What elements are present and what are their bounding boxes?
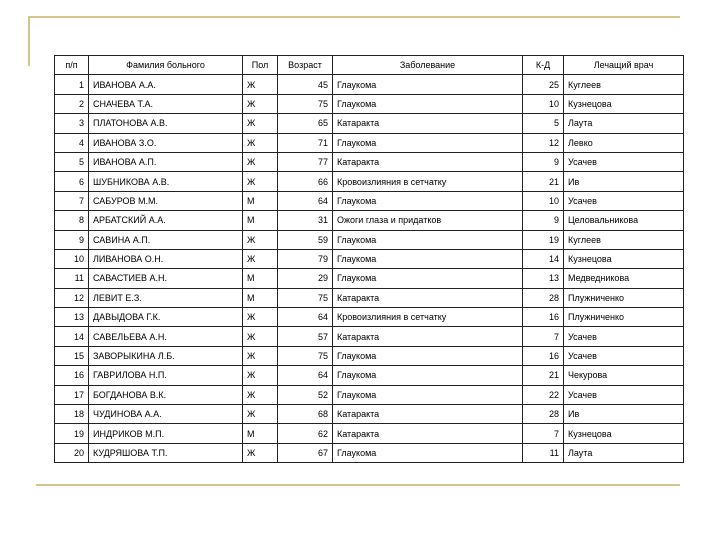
table-row — [55, 366, 684, 385]
cell-patient-name: ИВАНОВА А.П. — [89, 152, 243, 171]
cell-doctor: Кузнецова — [564, 94, 684, 113]
cell-age: 64 — [278, 308, 333, 327]
cell-bed-days: 19 — [523, 230, 564, 249]
cell-bed-days: 28 — [523, 288, 564, 307]
cell-patient-name: ИНДРИКОВ М.П. — [89, 424, 243, 443]
cell-patient-name: ЗАВОРЫКИНА Л.Б. — [89, 346, 243, 365]
cell-age: 29 — [278, 269, 333, 288]
cell-sex: Ж — [243, 75, 278, 94]
cell-number: 12 — [55, 288, 89, 307]
cell-number: 19 — [55, 424, 89, 443]
table-row — [55, 114, 684, 133]
header-number: п/п — [55, 56, 89, 75]
cell-patient-name: ЛИВАНОВА О.Н. — [89, 249, 243, 268]
cell-disease: Катаракта — [333, 424, 523, 443]
cell-number: 7 — [55, 191, 89, 210]
cell-bed-days: 10 — [523, 191, 564, 210]
cell-sex: Ж — [243, 152, 278, 171]
cell-disease: Катаракта — [333, 327, 523, 346]
cell-disease: Кровоизлияния в сетчатку — [333, 308, 523, 327]
cell-disease: Глаукома — [333, 346, 523, 365]
cell-age: 75 — [278, 346, 333, 365]
cell-bed-days: 28 — [523, 405, 564, 424]
cell-bed-days: 22 — [523, 385, 564, 404]
cell-age: 75 — [278, 288, 333, 307]
table-row — [55, 230, 684, 249]
table-row — [55, 211, 684, 230]
cell-age: 31 — [278, 211, 333, 230]
cell-sex: М — [243, 269, 278, 288]
table-header-row — [55, 56, 684, 75]
cell-bed-days: 21 — [523, 366, 564, 385]
cell-disease: Катаракта — [333, 114, 523, 133]
cell-age: 57 — [278, 327, 333, 346]
cell-patient-name: ШУБНИКОВА А.В. — [89, 172, 243, 191]
table-row — [55, 424, 684, 443]
cell-bed-days: 16 — [523, 346, 564, 365]
cell-number: 14 — [55, 327, 89, 346]
cell-bed-days: 11 — [523, 443, 564, 462]
cell-doctor: Чекурова — [564, 366, 684, 385]
patients-table — [54, 55, 684, 463]
table-row — [55, 269, 684, 288]
cell-doctor: Кузнецова — [564, 424, 684, 443]
cell-doctor: Лаута — [564, 114, 684, 133]
cell-patient-name: АРБАТСКИЙ А.А. — [89, 211, 243, 230]
cell-patient-name: ИВАНОВА А.А. — [89, 75, 243, 94]
cell-bed-days: 25 — [523, 75, 564, 94]
cell-disease: Катаракта — [333, 405, 523, 424]
cell-number: 8 — [55, 211, 89, 230]
table-row — [55, 288, 684, 307]
cell-patient-name: САБУРОВ М.М. — [89, 191, 243, 210]
cell-age: 62 — [278, 424, 333, 443]
cell-disease: Глаукома — [333, 230, 523, 249]
cell-age: 52 — [278, 385, 333, 404]
cell-sex: Ж — [243, 405, 278, 424]
cell-doctor: Ив — [564, 405, 684, 424]
cell-bed-days: 13 — [523, 269, 564, 288]
cell-doctor: Усачев — [564, 152, 684, 171]
cell-disease: Глаукома — [333, 75, 523, 94]
cell-age: 75 — [278, 94, 333, 113]
decor-line-left — [28, 16, 30, 66]
header-bed-days: К-Д — [523, 56, 564, 75]
cell-patient-name: КУДРЯШОВА Т.П. — [89, 443, 243, 462]
table-row — [55, 249, 684, 268]
cell-age: 64 — [278, 366, 333, 385]
cell-disease: Глаукома — [333, 94, 523, 113]
cell-age: 45 — [278, 75, 333, 94]
cell-disease: Глаукома — [333, 249, 523, 268]
cell-sex: Ж — [243, 114, 278, 133]
cell-number: 13 — [55, 308, 89, 327]
cell-sex: Ж — [243, 385, 278, 404]
cell-doctor: Усачев — [564, 346, 684, 365]
cell-patient-name: ИВАНОВА З.О. — [89, 133, 243, 152]
cell-disease: Ожоги глаза и придатков — [333, 211, 523, 230]
cell-disease: Глаукома — [333, 385, 523, 404]
cell-age: 66 — [278, 172, 333, 191]
cell-patient-name: САВЕЛЬЕВА А.Н. — [89, 327, 243, 346]
cell-doctor: Плужниченко — [564, 308, 684, 327]
table-row — [55, 75, 684, 94]
cell-bed-days: 7 — [523, 424, 564, 443]
table-row — [55, 191, 684, 210]
cell-doctor: Плужниченко — [564, 288, 684, 307]
cell-age: 77 — [278, 152, 333, 171]
cell-sex: Ж — [243, 133, 278, 152]
cell-sex: М — [243, 424, 278, 443]
cell-number: 6 — [55, 172, 89, 191]
table-row — [55, 172, 684, 191]
table-row — [55, 405, 684, 424]
cell-patient-name: САВИНА А.П. — [89, 230, 243, 249]
cell-patient-name: БОГДАНОВА В.К. — [89, 385, 243, 404]
cell-bed-days: 10 — [523, 94, 564, 113]
cell-number: 4 — [55, 133, 89, 152]
cell-bed-days: 9 — [523, 211, 564, 230]
cell-sex: Ж — [243, 94, 278, 113]
header-sex: Пол — [243, 56, 278, 75]
cell-disease: Катаракта — [333, 288, 523, 307]
cell-number: 18 — [55, 405, 89, 424]
cell-number: 11 — [55, 269, 89, 288]
cell-sex: Ж — [243, 230, 278, 249]
cell-bed-days: 21 — [523, 172, 564, 191]
cell-patient-name: ЧУДИНОВА А.А. — [89, 405, 243, 424]
cell-number: 15 — [55, 346, 89, 365]
cell-sex: Ж — [243, 366, 278, 385]
cell-number: 16 — [55, 366, 89, 385]
cell-sex: Ж — [243, 327, 278, 346]
cell-age: 71 — [278, 133, 333, 152]
cell-number: 20 — [55, 443, 89, 462]
cell-number: 9 — [55, 230, 89, 249]
cell-doctor: Усачев — [564, 191, 684, 210]
header-age: Возраст — [278, 56, 333, 75]
cell-number: 3 — [55, 114, 89, 133]
cell-age: 59 — [278, 230, 333, 249]
cell-bed-days: 14 — [523, 249, 564, 268]
table-row — [55, 346, 684, 365]
table-row — [55, 94, 684, 113]
cell-doctor: Лаута — [564, 443, 684, 462]
cell-sex: М — [243, 288, 278, 307]
cell-age: 68 — [278, 405, 333, 424]
cell-patient-name: ДАВЫДОВА Г.К. — [89, 308, 243, 327]
cell-disease: Глаукома — [333, 133, 523, 152]
cell-patient-name: САВАСТИЕВ А.Н. — [89, 269, 243, 288]
cell-age: 67 — [278, 443, 333, 462]
cell-patient-name: ПЛАТОНОВА А.В. — [89, 114, 243, 133]
cell-bed-days: 7 — [523, 327, 564, 346]
cell-disease: Глаукома — [333, 366, 523, 385]
header-doctor: Лечащий врач — [564, 56, 684, 75]
table-row — [55, 443, 684, 462]
header-patient-name: Фамилия больного — [89, 56, 243, 75]
cell-sex: Ж — [243, 308, 278, 327]
cell-disease: Кровоизлияния в сетчатку — [333, 172, 523, 191]
decor-line-top — [28, 16, 680, 18]
cell-doctor: Кузнецова — [564, 249, 684, 268]
header-disease: Заболевание — [333, 56, 523, 75]
decor-line-bottom — [36, 484, 680, 486]
table-row — [55, 133, 684, 152]
cell-number: 10 — [55, 249, 89, 268]
table-row — [55, 327, 684, 346]
cell-sex: Ж — [243, 249, 278, 268]
table-row — [55, 308, 684, 327]
cell-sex: М — [243, 191, 278, 210]
cell-doctor: Ив — [564, 172, 684, 191]
cell-doctor: Усачев — [564, 327, 684, 346]
cell-age: 64 — [278, 191, 333, 210]
cell-sex: Ж — [243, 443, 278, 462]
table-row — [55, 385, 684, 404]
cell-number: 1 — [55, 75, 89, 94]
table-row — [55, 152, 684, 171]
cell-doctor: Целовальникова — [564, 211, 684, 230]
cell-bed-days: 9 — [523, 152, 564, 171]
cell-sex: М — [243, 211, 278, 230]
table-body — [55, 75, 684, 463]
cell-disease: Глаукома — [333, 269, 523, 288]
cell-doctor: Левко — [564, 133, 684, 152]
cell-sex: Ж — [243, 172, 278, 191]
cell-disease: Глаукома — [333, 443, 523, 462]
cell-doctor: Усачев — [564, 385, 684, 404]
cell-sex: Ж — [243, 346, 278, 365]
cell-disease: Катаракта — [333, 152, 523, 171]
cell-patient-name: ГАВРИЛОВА Н.П. — [89, 366, 243, 385]
cell-number: 2 — [55, 94, 89, 113]
cell-number: 17 — [55, 385, 89, 404]
cell-doctor: Куглеев — [564, 230, 684, 249]
cell-doctor: Медведникова — [564, 269, 684, 288]
cell-disease: Глаукома — [333, 191, 523, 210]
cell-bed-days: 12 — [523, 133, 564, 152]
cell-patient-name: СНАЧЕВА Т.А. — [89, 94, 243, 113]
cell-doctor: Куглеев — [564, 75, 684, 94]
cell-patient-name: ЛЕВИТ Е.З. — [89, 288, 243, 307]
cell-number: 5 — [55, 152, 89, 171]
cell-age: 65 — [278, 114, 333, 133]
cell-age: 79 — [278, 249, 333, 268]
cell-bed-days: 5 — [523, 114, 564, 133]
cell-bed-days: 16 — [523, 308, 564, 327]
